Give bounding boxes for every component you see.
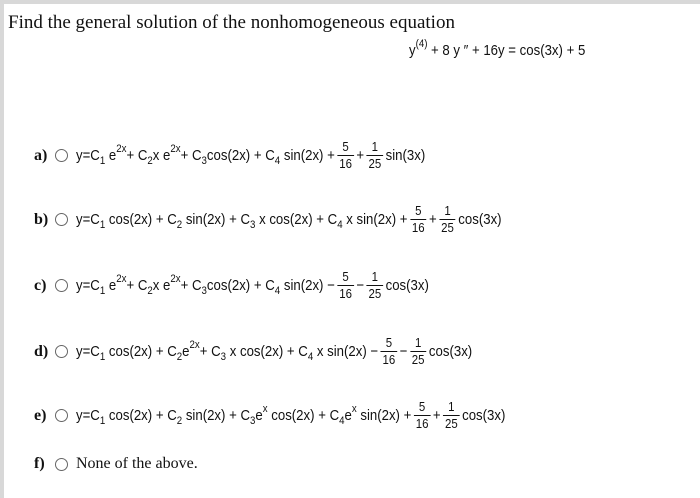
radio-button-f[interactable] <box>55 458 68 471</box>
option-b[interactable] <box>34 204 560 235</box>
fraction: $\frac{1}{25}$ <box>368 269 382 301</box>
option-label: a) <box>34 146 48 164</box>
option-label: b) <box>34 210 49 228</box>
radio-button-d[interactable] <box>55 345 68 358</box>
option-c-expression: y=C 1 e 2x + C 2 x e 2x + C 3 cos(2x) + C 4 sin(2x) − $\frac{5}{16}$ − $\frac{1}{25}$ cos(3x) <box>76 269 429 301</box>
option-e[interactable] <box>34 400 564 431</box>
fraction: $\frac{1}{25}$ <box>411 335 425 367</box>
option-label: e) <box>34 406 47 424</box>
option-f-text: None of the above. <box>76 455 198 472</box>
option-e-expression: y=C 1 cos(2x) + C 2 sin(2x) + C 3 e x cos(2x) + C 4 e x sin(2x) + $\frac{5}{16}$ + $\frac{1}{25}$ cos(3x) <box>76 399 506 431</box>
fraction: $\frac{1}{25}$ <box>444 399 458 431</box>
option-f[interactable] <box>34 455 198 473</box>
radio-button-a[interactable] <box>55 149 68 162</box>
equation-rest: + 8 y ″ + 16y = cos(3x) + 5 <box>430 42 586 59</box>
radio-button-e[interactable] <box>55 409 68 422</box>
fraction: $\frac{5}{16}$ <box>411 203 425 235</box>
equation <box>409 37 586 59</box>
option-label: c) <box>34 276 47 294</box>
radio-button-c[interactable] <box>55 279 68 292</box>
option-a[interactable] <box>34 140 473 171</box>
fraction: $\frac{1}{25}$ <box>368 139 382 171</box>
question-prompt: Find the general solution of the nonhomogeneous equation <box>8 12 455 33</box>
fraction: $\frac{5}{16}$ <box>339 139 352 171</box>
equation-y: y <box>409 42 416 59</box>
option-label: d) <box>34 342 49 360</box>
option-b-expression: y=C 1 cos(2x) + C 2 sin(2x) + C 3 x cos(2x) + C 4 x sin(2x) + $\frac{5}{16}$ + $\frac{1}{25}$ cos(3x) <box>76 203 502 235</box>
option-a-expression: y=C 1 e 2x + C 2 x e 2x + C 3 cos(2x) + C 4 sin(2x) + $\frac{5}{16}$ + $\frac{1}{25}$ sin(3x) <box>76 139 426 171</box>
radio-button-b[interactable] <box>55 213 68 226</box>
fraction: $\frac{5}{16}$ <box>415 399 429 431</box>
option-d-expression: y=C 1 cos(2x) + C 2 e 2x + C 3 x cos(2x) + C 4 x sin(2x) − $\frac{5}{16}$ − $\frac{1}{25}$ cos(3x) <box>76 335 473 367</box>
left-border <box>0 0 4 498</box>
top-border <box>0 0 700 4</box>
option-label: f) <box>34 455 45 472</box>
equation-order: (4) <box>415 37 428 50</box>
fraction: $\frac{5}{16}$ <box>382 335 396 367</box>
fraction: $\frac{5}{16}$ <box>339 269 352 301</box>
option-d[interactable] <box>34 336 526 367</box>
fraction: $\frac{1}{25}$ <box>441 203 454 235</box>
option-c[interactable] <box>34 270 477 301</box>
